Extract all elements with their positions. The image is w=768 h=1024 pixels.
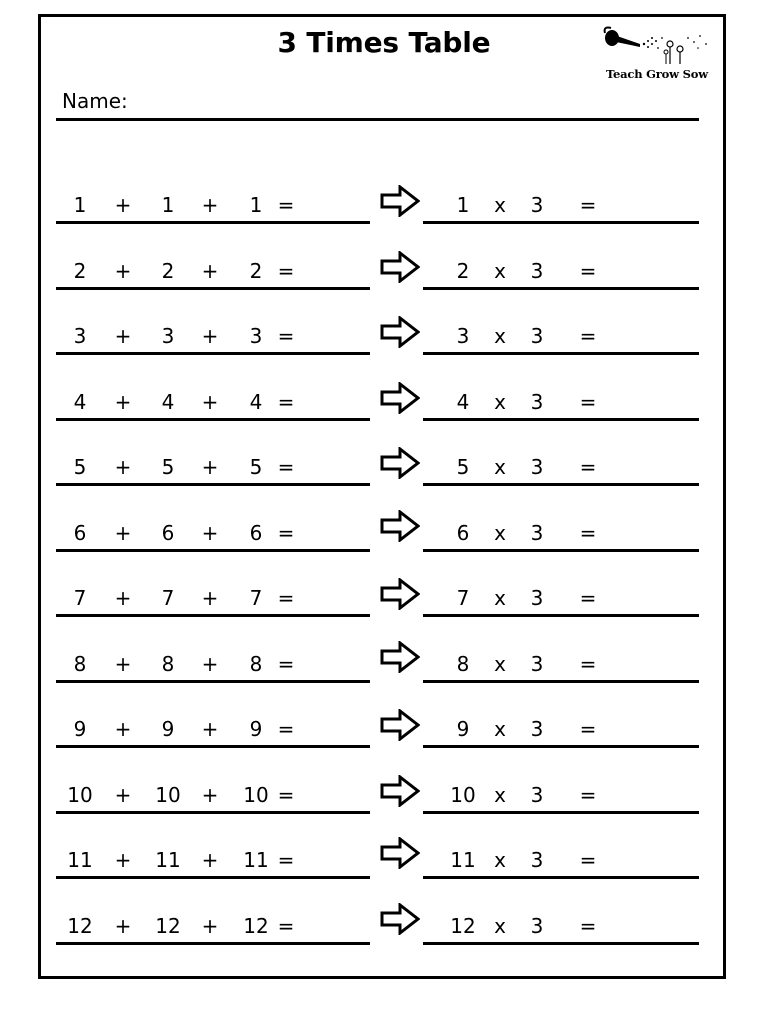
times-sign: x bbox=[494, 652, 506, 676]
multiplication-answer-line[interactable] bbox=[423, 942, 699, 945]
logo-text: Teach Grow Sow bbox=[606, 67, 708, 81]
multiplier: 3 bbox=[530, 914, 544, 938]
addend-1: 5 bbox=[73, 455, 87, 479]
addend-1: 8 bbox=[73, 652, 87, 676]
plus-sign: + bbox=[201, 652, 219, 676]
addend-2: 7 bbox=[161, 586, 175, 610]
multiplier: 3 bbox=[530, 324, 544, 348]
addend-2: 1 bbox=[161, 193, 175, 217]
addend-3: 8 bbox=[249, 652, 263, 676]
addition-answer-line[interactable] bbox=[56, 876, 370, 879]
times-sign: x bbox=[494, 586, 506, 610]
addend-3: 11 bbox=[243, 848, 269, 872]
multiplicand: 11 bbox=[450, 848, 476, 872]
plus-sign: + bbox=[201, 390, 219, 414]
addend-2: 10 bbox=[155, 783, 181, 807]
right-arrow-icon bbox=[380, 447, 420, 479]
plus-sign: + bbox=[114, 717, 132, 741]
equals-sign: = bbox=[579, 586, 597, 610]
multiplicand: 4 bbox=[456, 390, 470, 414]
addend-1: 12 bbox=[67, 914, 93, 938]
addend-3: 9 bbox=[249, 717, 263, 741]
multiplicand: 3 bbox=[456, 324, 470, 348]
addend-3: 1 bbox=[249, 193, 263, 217]
plus-sign: + bbox=[201, 259, 219, 283]
multiplicand: 2 bbox=[456, 259, 470, 283]
equation-row bbox=[0, 324, 768, 390]
addend-2: 11 bbox=[155, 848, 181, 872]
page-title: 3 Times Table bbox=[277, 26, 491, 59]
equation-row bbox=[0, 717, 768, 783]
right-arrow-icon bbox=[380, 641, 420, 673]
plus-sign: + bbox=[201, 586, 219, 610]
plus-sign: + bbox=[201, 521, 219, 545]
addend-1: 3 bbox=[73, 324, 87, 348]
addend-3: 12 bbox=[243, 914, 269, 938]
addition-answer-line[interactable] bbox=[56, 614, 370, 617]
multiplication-answer-line[interactable] bbox=[423, 614, 699, 617]
plus-sign: + bbox=[114, 521, 132, 545]
equals-sign: = bbox=[277, 390, 295, 414]
equals-sign: = bbox=[277, 783, 295, 807]
addition-answer-line[interactable] bbox=[56, 352, 370, 355]
times-sign: x bbox=[494, 783, 506, 807]
equals-sign: = bbox=[277, 914, 295, 938]
multiplier: 3 bbox=[530, 193, 544, 217]
multiplier: 3 bbox=[530, 521, 544, 545]
equals-sign: = bbox=[277, 193, 295, 217]
equals-sign: = bbox=[579, 193, 597, 217]
equals-sign: = bbox=[579, 848, 597, 872]
addition-answer-line[interactable] bbox=[56, 942, 370, 945]
multiplicand: 10 bbox=[450, 783, 476, 807]
equals-sign: = bbox=[579, 521, 597, 545]
equals-sign: = bbox=[579, 390, 597, 414]
plus-sign: + bbox=[114, 652, 132, 676]
equals-sign: = bbox=[277, 717, 295, 741]
times-sign: x bbox=[494, 259, 506, 283]
plus-sign: + bbox=[114, 455, 132, 479]
addend-3: 7 bbox=[249, 586, 263, 610]
addend-3: 3 bbox=[249, 324, 263, 348]
equation-row bbox=[0, 193, 768, 259]
equals-sign: = bbox=[277, 259, 295, 283]
addition-answer-line[interactable] bbox=[56, 680, 370, 683]
addition-answer-line[interactable] bbox=[56, 483, 370, 486]
multiplicand: 6 bbox=[456, 521, 470, 545]
equals-sign: = bbox=[579, 259, 597, 283]
plus-sign: + bbox=[114, 914, 132, 938]
right-arrow-icon bbox=[380, 578, 420, 610]
addition-answer-line[interactable] bbox=[56, 287, 370, 290]
right-arrow-icon bbox=[380, 709, 420, 741]
addition-answer-line[interactable] bbox=[56, 221, 370, 224]
multiplier: 3 bbox=[530, 586, 544, 610]
plus-sign: + bbox=[201, 324, 219, 348]
times-sign: x bbox=[494, 455, 506, 479]
name-label: Name: bbox=[62, 89, 128, 113]
addition-answer-line[interactable] bbox=[56, 811, 370, 814]
equals-sign: = bbox=[579, 455, 597, 479]
equation-row bbox=[0, 914, 768, 980]
addend-2: 3 bbox=[161, 324, 175, 348]
addend-3: 6 bbox=[249, 521, 263, 545]
addition-answer-line[interactable] bbox=[56, 549, 370, 552]
times-sign: x bbox=[494, 717, 506, 741]
multiplier: 3 bbox=[530, 717, 544, 741]
multiplier: 3 bbox=[530, 259, 544, 283]
plus-sign: + bbox=[114, 259, 132, 283]
addend-1: 4 bbox=[73, 390, 87, 414]
equals-sign: = bbox=[277, 652, 295, 676]
addend-3: 4 bbox=[249, 390, 263, 414]
multiplication-answer-line[interactable] bbox=[423, 418, 699, 421]
multiplication-answer-line[interactable] bbox=[423, 549, 699, 552]
multiplier: 3 bbox=[530, 652, 544, 676]
addend-2: 6 bbox=[161, 521, 175, 545]
addend-1: 1 bbox=[73, 193, 87, 217]
plus-sign: + bbox=[114, 324, 132, 348]
plus-sign: + bbox=[114, 783, 132, 807]
multiplication-answer-line[interactable] bbox=[423, 352, 699, 355]
times-sign: x bbox=[494, 193, 506, 217]
plus-sign: + bbox=[114, 390, 132, 414]
addend-3: 5 bbox=[249, 455, 263, 479]
equals-sign: = bbox=[277, 455, 295, 479]
addition-answer-line[interactable] bbox=[56, 418, 370, 421]
addend-2: 5 bbox=[161, 455, 175, 479]
plus-sign: + bbox=[201, 848, 219, 872]
multiplicand: 1 bbox=[456, 193, 470, 217]
addend-3: 10 bbox=[243, 783, 269, 807]
multiplier: 3 bbox=[530, 390, 544, 414]
plus-sign: + bbox=[201, 717, 219, 741]
addend-2: 4 bbox=[161, 390, 175, 414]
addend-2: 8 bbox=[161, 652, 175, 676]
plus-sign: + bbox=[201, 914, 219, 938]
right-arrow-icon bbox=[380, 510, 420, 542]
times-sign: x bbox=[494, 848, 506, 872]
plus-sign: + bbox=[201, 455, 219, 479]
multiplicand: 7 bbox=[456, 586, 470, 610]
addend-2: 2 bbox=[161, 259, 175, 283]
multiplicand: 5 bbox=[456, 455, 470, 479]
times-sign: x bbox=[494, 324, 506, 348]
plus-sign: + bbox=[201, 783, 219, 807]
multiplication-answer-line[interactable] bbox=[423, 745, 699, 748]
plus-sign: + bbox=[114, 193, 132, 217]
addend-1: 11 bbox=[67, 848, 93, 872]
right-arrow-icon bbox=[380, 903, 420, 935]
multiplier: 3 bbox=[530, 455, 544, 479]
multiplication-answer-line[interactable] bbox=[423, 287, 699, 290]
right-arrow-icon bbox=[380, 382, 420, 414]
times-sign: x bbox=[494, 390, 506, 414]
equals-sign: = bbox=[579, 783, 597, 807]
multiplier: 3 bbox=[530, 848, 544, 872]
plus-sign: + bbox=[114, 586, 132, 610]
equals-sign: = bbox=[579, 324, 597, 348]
right-arrow-icon bbox=[380, 775, 420, 807]
addend-1: 2 bbox=[73, 259, 87, 283]
times-sign: x bbox=[494, 521, 506, 545]
addend-2: 12 bbox=[155, 914, 181, 938]
multiplication-answer-line[interactable] bbox=[423, 680, 699, 683]
multiplier: 3 bbox=[530, 783, 544, 807]
right-arrow-icon bbox=[380, 251, 420, 283]
addend-3: 2 bbox=[249, 259, 263, 283]
right-arrow-icon bbox=[380, 316, 420, 348]
addend-1: 7 bbox=[73, 586, 87, 610]
multiplication-answer-line[interactable] bbox=[423, 876, 699, 879]
equals-sign: = bbox=[277, 848, 295, 872]
plus-sign: + bbox=[114, 848, 132, 872]
equals-sign: = bbox=[277, 324, 295, 348]
addend-1: 9 bbox=[73, 717, 87, 741]
multiplicand: 9 bbox=[456, 717, 470, 741]
addend-1: 6 bbox=[73, 521, 87, 545]
equals-sign: = bbox=[579, 652, 597, 676]
equals-sign: = bbox=[277, 521, 295, 545]
addend-2: 9 bbox=[161, 717, 175, 741]
equals-sign: = bbox=[579, 914, 597, 938]
addend-1: 10 bbox=[67, 783, 93, 807]
multiplicand: 8 bbox=[456, 652, 470, 676]
multiplication-answer-line[interactable] bbox=[423, 483, 699, 486]
plus-sign: + bbox=[201, 193, 219, 217]
equals-sign: = bbox=[579, 717, 597, 741]
times-sign: x bbox=[494, 914, 506, 938]
multiplication-answer-line[interactable] bbox=[423, 221, 699, 224]
right-arrow-icon bbox=[380, 185, 420, 217]
multiplicand: 12 bbox=[450, 914, 476, 938]
right-arrow-icon bbox=[380, 837, 420, 869]
addition-answer-line[interactable] bbox=[56, 745, 370, 748]
equals-sign: = bbox=[277, 586, 295, 610]
multiplication-answer-line[interactable] bbox=[423, 811, 699, 814]
